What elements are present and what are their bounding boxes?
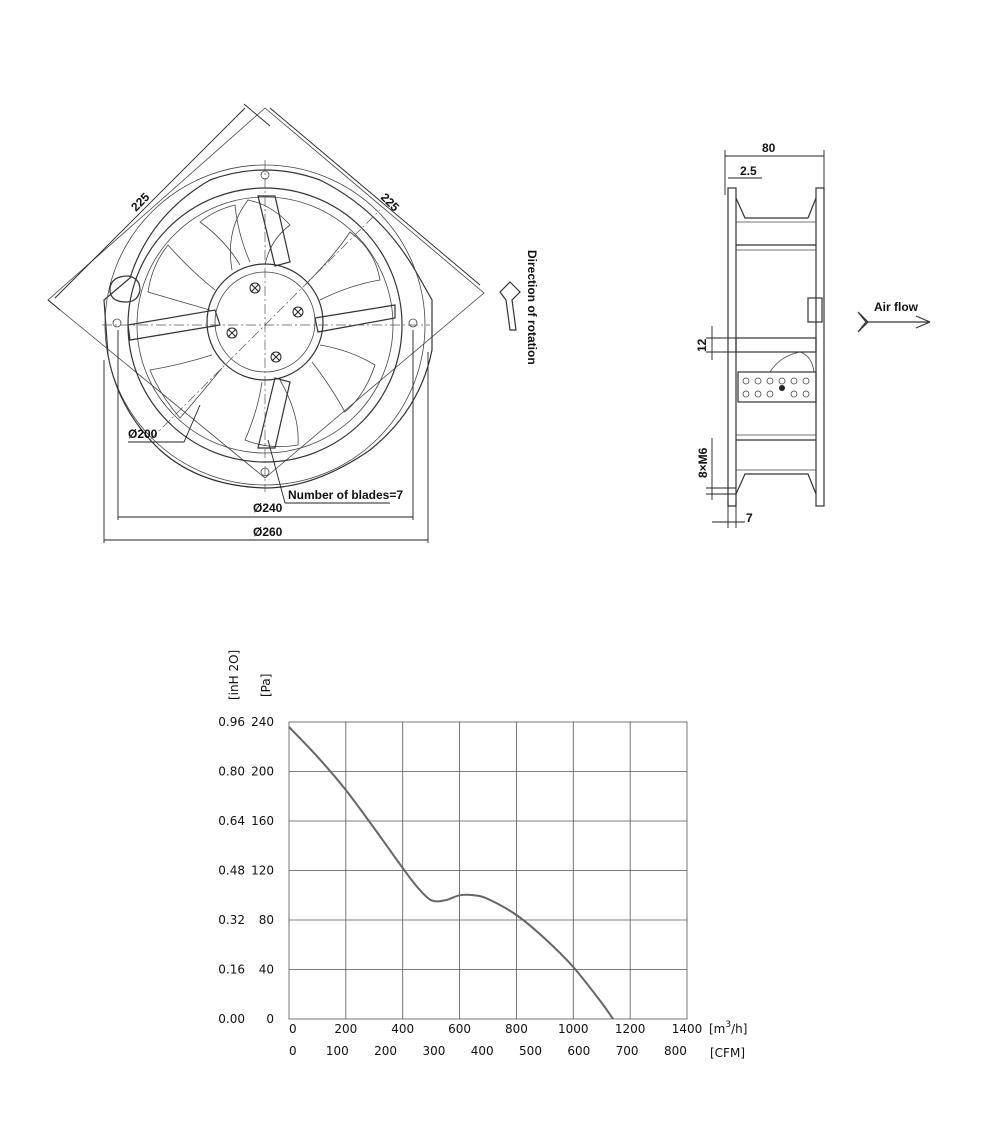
x-tick-m3h: 1000 (558, 1022, 589, 1036)
x-ticks-cfm (289, 1044, 687, 1058)
blades-leader (268, 440, 285, 503)
dim-d240: Ø240 (253, 501, 283, 515)
side-view (695, 141, 930, 528)
x-tick-m3h: 1200 (614, 1022, 646, 1036)
frame-left-wall (728, 188, 736, 506)
terminal-block (738, 352, 816, 402)
strut-right (315, 305, 395, 332)
rotation-note: Direction of rotation (525, 250, 539, 365)
performance-chart (218, 650, 747, 1060)
x-tick-cfm: 300 (422, 1044, 446, 1058)
x-tick-m3h: 200 (334, 1022, 358, 1036)
x-ticks-m3h (289, 1022, 702, 1036)
mount-hole-left (113, 319, 121, 327)
x-tick-m3h: 1400 (671, 1022, 703, 1036)
dim-d200: Ø200 (128, 427, 158, 441)
y-tick-pa: 240 (251, 715, 274, 729)
dim-80: 80 (762, 141, 776, 155)
dim-d260: Ø260 (253, 525, 283, 539)
x-tick-cfm: 200 (374, 1044, 398, 1058)
y-axis-label-inh2o: [inH 2O] (227, 649, 241, 700)
x-tick-cfm: 100 (325, 1044, 349, 1058)
motor-axis (736, 338, 816, 352)
grid-lines (289, 722, 687, 1019)
y-tick-inh2o: 0.00 (218, 1012, 245, 1026)
y-tick-inh2o: 0.80 (218, 764, 245, 779)
impeller-blades (148, 200, 380, 447)
dim-225-right: 225 (377, 190, 402, 215)
strut-bottom (258, 378, 290, 448)
x-tick-cfm: 800 (663, 1044, 687, 1058)
y-tick-inh2o: 0.64 (218, 814, 245, 828)
x-tick-cfm: 400 (470, 1044, 494, 1058)
dim-225-left: 225 (128, 190, 153, 215)
motor-tab (808, 298, 822, 322)
y-tick-inh2o: 0.32 (218, 913, 245, 927)
blades-note: Number of blades=7 (288, 488, 404, 502)
x-axis-unit-cfm: [CFM] (710, 1046, 745, 1060)
strut-top (258, 196, 290, 266)
x-tick-cfm: 500 (519, 1044, 542, 1058)
y-ticks-inh2o (218, 715, 245, 1026)
mount-hole-right (409, 319, 417, 327)
y-tick-pa: 120 (251, 863, 274, 878)
x-unit-m3h-tail: /h] (731, 1022, 748, 1036)
x-tick-m3h: 400 (391, 1022, 415, 1036)
y-tick-pa: 160 (251, 814, 274, 828)
x-axis-unit-m3h (709, 1020, 747, 1036)
x-tick-cfm: 700 (615, 1044, 639, 1058)
pressure-flow-curve (289, 727, 613, 1019)
venturi-bottom (736, 474, 816, 494)
frame-right-wall (816, 188, 824, 506)
x-tick-cfm: 0 (289, 1044, 297, 1058)
dim-2-5: 2.5 (740, 164, 757, 178)
y-tick-pa: 0 (266, 1012, 274, 1026)
x-tick-m3h: 600 (448, 1022, 472, 1036)
dim-8xm6: 8×M6 (696, 447, 710, 478)
y-tick-pa: 40 (258, 962, 274, 977)
rotation-arrow-icon (500, 282, 520, 330)
venturi-top (736, 198, 816, 218)
y-tick-inh2o: 0.96 (218, 715, 245, 729)
y-axis-label-pa: [Pa] (259, 673, 273, 697)
y-ticks-pa (251, 715, 274, 1026)
x-unit-m3h-base: [m (709, 1022, 726, 1036)
dim-line-225-right (270, 108, 480, 285)
dim-7: 7 (746, 511, 753, 525)
front-view (48, 104, 539, 543)
x-tick-m3h: 800 (504, 1022, 528, 1036)
square-outline (48, 108, 484, 478)
dim-12: 12 (695, 338, 709, 352)
x-unit-m3h-sup: 3 (725, 1020, 732, 1030)
y-tick-pa: 200 (251, 764, 274, 779)
x-tick-cfm: 600 (567, 1044, 591, 1058)
y-tick-inh2o: 0.48 (218, 863, 245, 878)
x-tick-m3h: 0 (289, 1022, 297, 1036)
y-tick-pa: 80 (258, 913, 274, 927)
y-tick-inh2o: 0.16 (218, 962, 245, 977)
airflow-note: Air flow (874, 300, 918, 314)
